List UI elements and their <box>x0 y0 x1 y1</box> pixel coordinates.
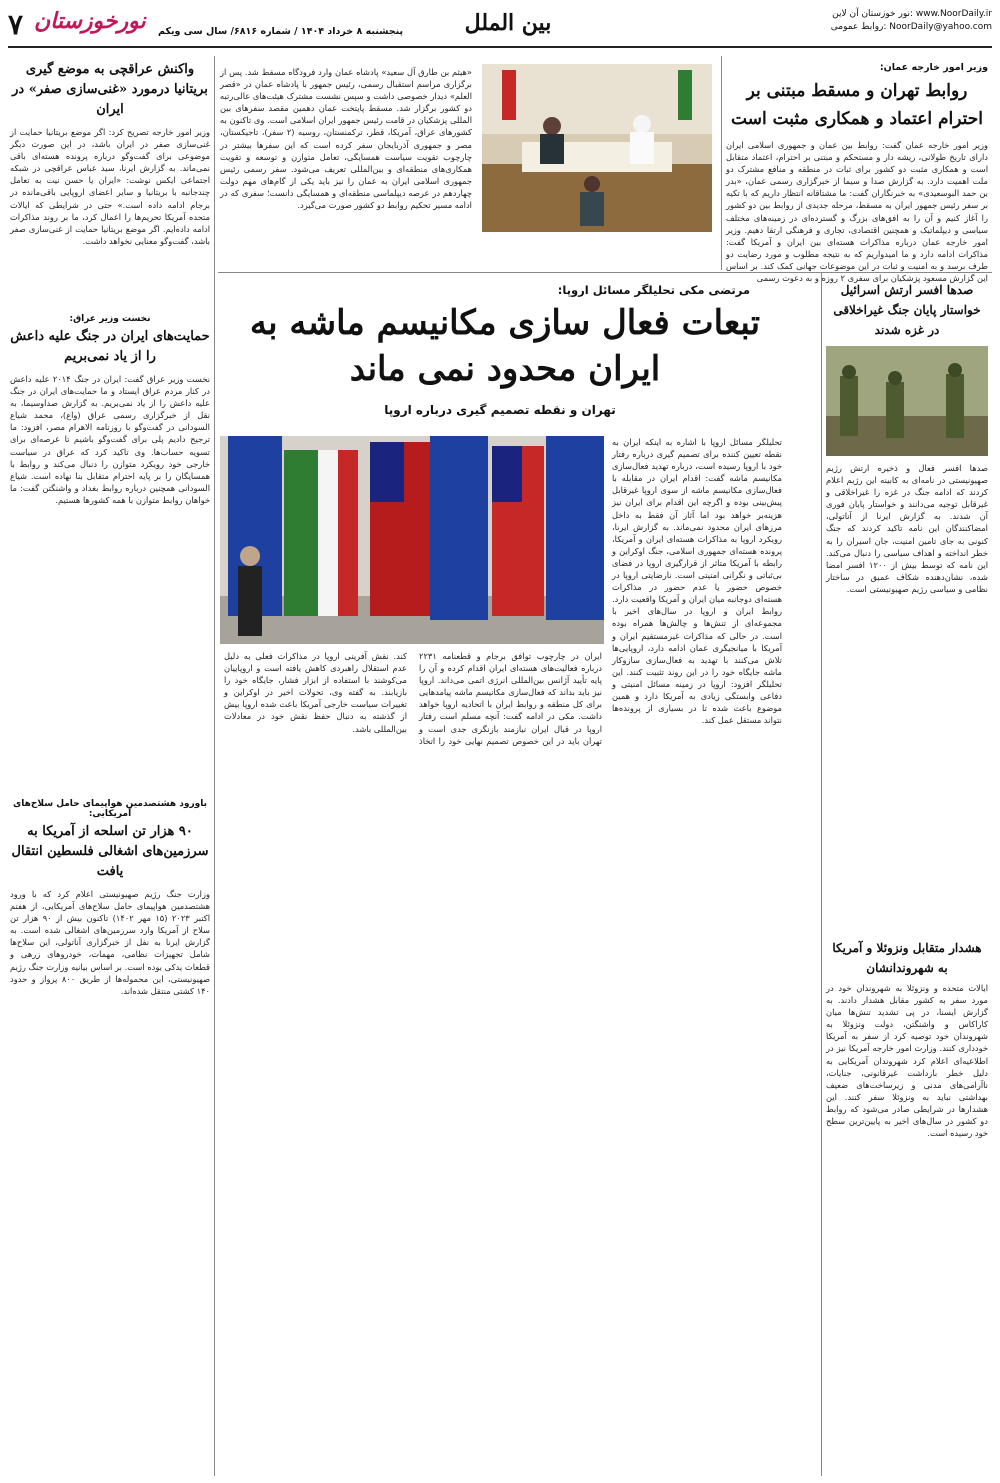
article-oman <box>726 62 988 284</box>
site-info <box>782 8 992 34</box>
site-line-2: روابط عمومی: NoorDaily@yahoo.com <box>830 22 992 32</box>
kicker-weapons: باورود هشتصدمین هواپیمای حامل سلاح‌های آمریکایی: <box>13 799 207 819</box>
body-araghchi: وزیر امور خارجه تصریح کرد: اگر موضع بریتانیا حمایت از غنی‌سازی صفر در ایران باشد، در این صورت دیگر موضوعی برای گفت‌وگو درباره پرونده هسته‌ای باقی نمی‌ماند. به گزارش ایرنا، سید عباس عراقچی در شبکه اجتماعی ایکس نوشت: «ایران یا حسن نیت به تعامل چندجانبه با بریتانیا و سایر اعضای اروپایی باقی‌مانده در برجام ادامه داده است.» حتی در شرایطی که ایالات متحده آمریکا تحریم‌ها را اعمال کرد، ما بر روند مذاکرات ادامه داده‌ایم. اگر موضع بریتانیا حمایت از غنی‌سازی صفر باشد، گفت‌وگو معنایی نخواهد داشت. <box>10 127 210 246</box>
article-title: روابط تهران و مسقط مبتنی بر احترام اعتماد و همکاری مثبت است <box>731 81 983 129</box>
main-story-body: تحلیلگر مسائل اروپا با اشاره به اینکه ایران به نقطه تعیین کننده برای تصمیم گیری درباره رفتار خود با اروپا رسیده است، درباره تهدید فعال‌سازی مکانیسم ماشه گفت: اقدام ایران در مقابله با فعال‌سازی مکانیسم ماشه از سوی اروپا غیرقابل پیش‌بینی بوده و اگرچه این اقدام برای ایران نیز هزینه‌بر خواهد بود اما آثار آن فقط به داخل مرزهای ایران محدود نمی‌ماند. به گزارش ایرنا، رویکرد اروپا به مذاکرات هسته‌ای ایران و آمریکا، پرونده هسته‌ای جمهوری اسلامی، جنگ اوکراین و رابطه با آمریکا متاثر از قرارگیری اروپا در فضای بی‌ثباتی و نگرانی امنیتی است. نارضایتی اروپا در خصوص حضور یا عدم حضور در مذاکرات هسته‌ای دوجانبه میان ایران و آمریکا واقعیت دارد. روابط ایران و اروپا در سال‌های اخیر با مجموعه‌ای از تنش‌ها و چالش‌ها همراه بوده است. در حالی که مذاکرات غیرمستقیم ایران و آمریکا با میانجیگری عمان ادامه دارد، اروپایی‌ها تلاش می‌کنند با تهدید به فعال‌سازی سازوکار ماشه جایگاه خود را در این روند تثبیت کنند. این تحلیلگر افزود: اروپا در زمینه مسائل امنیتی و دفاعی وابستگی زیادی به آمریکا دارد و همین موضوع باعث شده تا در بسیاری از پرونده‌ها نتواند مستقل عمل کند. <box>612 437 782 726</box>
column-rule-right <box>821 272 822 1476</box>
body-idf-officers: صدها افسر فعال و ذخیره ارتش رژیم صهیونیستی در نامه‌ای به کابینه این رژیم اعلام کردند که ادامه جنگ در غزه را غیراخلاقی و غیرقابل توجیه می‌دانند و خواستار پایان فوری آن شدند. به گزارش ایرنا از آناتولی، امضاکنندگان این نامه تاکید کردند که جنگ کنونی به جای تامین امنیت، جان اسیران را به خطر انداخته و اهداف سیاسی را دنبال می‌کند. این نامه که توسط بیش از ۱۲۰۰ افسر امضا شده، نشان‌دهنده شکاف عمیق در ساختار نظامی و سیاسی رژیم صهیونیستی است. <box>826 463 988 594</box>
masthead-brand <box>8 8 404 46</box>
article-kicker: وزیر امور خارجه عمان: <box>879 62 988 73</box>
main-subheadline: تهران و نقطه تصمیم گیری درباره اروپا <box>384 403 616 417</box>
newspaper-logo: نورخوزستان <box>34 8 146 34</box>
body-weapons: وزارت جنگ رژیم صهیونیستی اعلام کرد که با ورود هشتصدمین هواپیمای حامل سلاح‌های آمریکایی، از هفتم اکتبر ۲۰۲۳ (۱۵ مهر ۱۴۰۲) تاکنون بیش از ۹۰ هزار تن سلاح از آمریکا وارد سرزمین‌های اشغالی شده است. به گزارش ایرنا به نقل از خبرگزاری آناتولی، این سلاح‌ها شامل تجهیزات نظامی، مهمات، خودروهای زرهی و قطعات یدکی بوده است. بر اساس بیانیه وزارت جنگ رژیم صهیونیستی، این محموله‌ها از طریق ۸۰۰ پرواز و حدود ۱۴۰ کشتی منتقل شده‌اند. <box>10 889 210 996</box>
soldiers-photo <box>826 346 988 456</box>
main-headline: تبعات فعال سازی مکانیسم ماشه به ایران محدود نمی ماند <box>249 303 761 389</box>
article-oman-continued <box>220 66 472 266</box>
section-title: بین الملل <box>464 10 552 36</box>
kicker-iraq: نخست وزیر عراق: <box>69 314 151 324</box>
flags-photo <box>220 436 604 644</box>
headline-weapons: ۹۰ هزار تن اسلحه از آمریکا به سرزمین‌های اشغالی فلسطین انتقال یافت <box>11 824 209 879</box>
page-number: ۷ <box>8 8 24 41</box>
site-line-1: نور خوزستان آن لاین: www.NoorDaily.ir <box>832 9 992 19</box>
article-body: وزیر امور خارجه عمان گفت: روابط بین عمان و جمهوری اسلامی ایران دارای تاریخ طولانی، ریشه دار و مستحکم و مبتنی بر احترام، اعتماد متقابل است و همکاری مثبت دو کشور برای ثبات در منطقه و منافع مشترک دو ملت اهمیت دارد. به گزارش صدا و سیما از خبرگزاری رسمی عمان، «بدر بن حمد البوسعیدی» به خبرنگاران گفت: ما مشتاقانه انتظار داریم که با تکیه بر سفر رئیس جمهور ایران به مسقط، مرحله جدیدی از روابط بین دو کشور را آغاز کنیم و آن را به افق‌های بزرگ و گسترده‌ای در زمینه‌های مختلف سیاسی و دیپلماتیک و همچنین اقتصادی، تجاری و فرهنگی ارتقا دهیم. وزیر امور خارجه عمان درباره مذاکرات هسته‌ای بین ایران و آمریکا گفت: مذاکرات ادامه دارد و ما امیدواریم که به نتیجه مطلوب و مورد رضایت دو طرف برسد و به امنیت و ثبات در این موضوعات جهانی کمک کند. بر اساس این گزارش مسعود پزشکیان برای سفری ۲ روزه و به دعوت رسمی <box>726 140 988 284</box>
headline-araghchi: واکنش عراقچی به موضع گیری بریتانیا درمورد «غنی‌سازی صفر» در ایران <box>12 62 208 117</box>
issue-date-line: پنجشنبه ۸ خرداد ۱۴۰۴ / شماره ۶۸۱۶/ سال سی ویکم <box>158 26 404 37</box>
left-column <box>10 60 210 1268</box>
headline-idf-officers: صدها افسر ارتش اسرائیل خواستار پایان جنگ غیراخلاقی در غزه شدند <box>833 283 981 337</box>
body-iraq: نخست وزیر عراق گفت: ایران در جنگ ۲۰۱۴ علیه داعش در کنار مردم عراق ایستاد و ما حمایت‌های ایران در جنگ علیه داعش را از یاد نمی‌بریم. به گزارش صداوسیما، به نقل از خبرگزاری رسمی عراق (واع)، محمد شیاع السودانی در گفت‌وگو با روزنامه الاهرام مصر، افزود: ما ترجیح دادیم پلی برای گفت‌وگو باشیم تا عرصه‌ای برای تسویه حساب‌ها. وی تاکید کرد که عراق در سیاست خارجی خود رویکرد متوازن را دنبال می‌کند و روابط با همسایگان را بر پایه احترام متقابل بنا نهاده است. شیاع السودانی همچنین درباره روابط بغداد و واشنگتن گفت: ما خواهان روابط متوازن با همه کشورها هستیم. <box>10 374 210 505</box>
headline-iraq: حمایت‌های ایران در جنگ علیه داعش را از یاد نمی‌بریم <box>10 329 210 364</box>
main-kicker: مرتضی مکی تحلیلگر مسائل اروپا: <box>557 283 750 297</box>
body-venezuela: ایالات متحده و ونزوئلا به شهروندان خود در مورد سفر به کشور مقابل هشدار دادند. به گزارش ایسنا، در پی تشدید تنش‌ها میان کاراکاس و واشنگتن، دولت ونزوئلا به شهروندان خود توصیه کرد از سفر به آمریکا خودداری کنند. وزارت امور خارجه آمریکا نیز در اطلاعیه‌ای اعلام کرد شهروندان آمریکایی به دلیل خطر بازداشت غیرقانونی، جنایات، ناآرامی‌های مدنی و زیرساخت‌های ضعیف بهداشتی نباید به ونزوئلا سفر کنند. این هشدارها در شرایطی صادر می‌شود که روابط دو کشور در سال‌های اخیر به پایین‌ترین سطح خود رسیده است. <box>826 983 988 1139</box>
right-column <box>826 280 988 1472</box>
oman-meeting-photo <box>482 64 712 232</box>
main-story-body-b: ایران در چارچوب توافق برجام و قطعنامه ۲۲۳۱ درباره فعالیت‌های هسته‌ای ایران اقدام کرده و آن را پایه تأیید آژانس بین‌المللی انرژی اتمی می‌داند. اروپا نیز باید بداند که فعال‌سازی مکانیسم ماشه پیامدهایی برای کل منطقه و روابط ایران با اتحادیه اروپا خواهد داشت. مکی در ادامه گفت: آنچه مسلم است رفتار اروپا در قبال ایران نیازمند بازنگری جدی است و تهران باید در این خصوص تصمیم نهایی خود را اتخاذ کند. نقش آفرینی اروپا در مذاکرات فعلی به دلیل عدم استقلال راهبردی کاهش یافته است و اروپاییان می‌کوشند با استفاده از ابزار فشار، جایگاه خود را بازیابند. به گفته وی، تحولات اخیر در اوکراین و تغییرات سیاست خارجی آمریکا باعث شده اروپا بیش از گذشته به دنبال حفظ نقش خود در معادلات بین‌المللی باشد. <box>224 651 602 746</box>
column-rule-top <box>721 56 722 270</box>
masthead <box>8 8 992 48</box>
column-rule-left <box>214 56 215 1476</box>
article-body-continued: «هیثم بن طارق آل سعید» پادشاه عمان وارد فرودگاه مسقط شد. پس از برگزاری مراسم استقبال رسمی، رئیس جمهور با پادشاه عمان در «قصر العلم» دیدار خصوصی داشت و سپس نشست مشترک هیئت‌های عالی‌رتبه دو کشور برگزار شد. مسقط پایتخت عمان دهمین مقصد سفرهای بین المللی پزشکیان در قامت رئیس جمهور ایران اسلامی است. وی تاکنون به کشورهای عراق، آمریکا، قطر، ترکمنستان، روسیه (۲ سفر)، تاجیکستان، مصر و جمهوری آذربایجان سفر کرده است که این سفرها بیشتر در چارچوب تقویت سیاست همسایگی، تعامل متوازن و توسعه و تقویت همکاری‌های منطقه‌ای و بین‌المللی تعریف می‌شود. سفر رسمی رئیس جمهوری اسلامی ایران به عمان را نیز باید یکی از گام‌های مهم دولت چهاردهم در عرصه دیپلماسی منطقه‌ای و همسایگی دانست؛ سفری که در ادامه مسیر تحکیم روابط دو کشور صورت می‌گیرد. <box>220 67 473 211</box>
headline-venezuela: هشدار متقابل ونزوئلا و آمریکا به شهروندانشان <box>832 941 982 975</box>
